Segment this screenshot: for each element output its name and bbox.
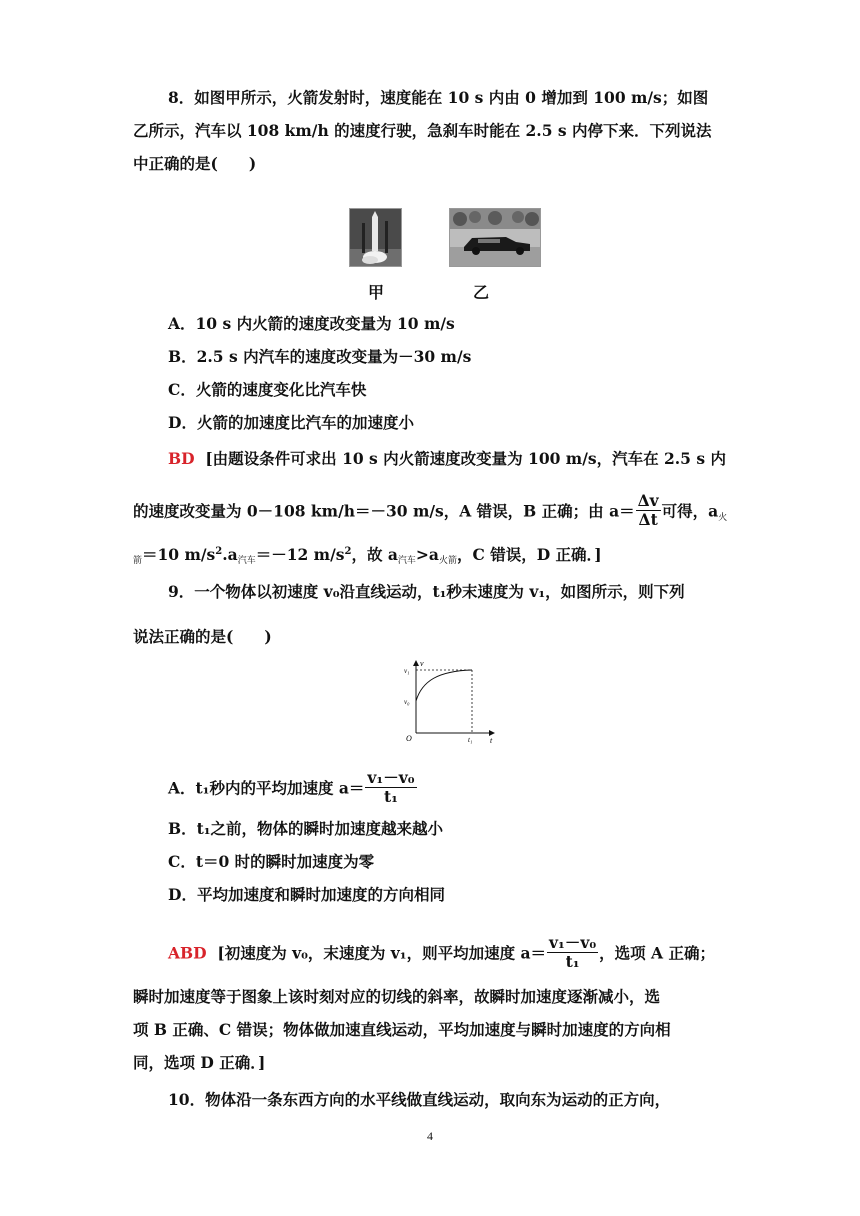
- q8-option-d: D．火箭的加速度比汽车的加速度小: [168, 413, 414, 432]
- q9-option-a: [168, 768, 768, 808]
- caption-yi: 乙: [473, 283, 490, 302]
- v1-label: v₁: [404, 667, 410, 675]
- q8-exp-text3e: >a: [415, 545, 439, 564]
- q8-exp-text3c: ＝－12 m/s: [255, 545, 345, 564]
- q9-explanation-line3: 项 B 正确、C 错误；物体做加速直线运动，平均加速度与瞬时加速度的方向相: [133, 1020, 671, 1039]
- q10-stem-line1: 10．物体沿一条东西方向的水平线做直线运动，取向东为运动的正方向，: [168, 1090, 671, 1109]
- delta-v-over-delta-t: [636, 492, 661, 529]
- q9-explanation-line2: 瞬时加速度等于图象上该时刻对应的切线的斜率，故瞬时加速度逐渐减小，选: [133, 987, 661, 1006]
- q8-explanation-line2: [133, 491, 733, 531]
- superscript: 2: [344, 546, 352, 557]
- q8-option-c: C．火箭的速度变化比汽车快: [168, 380, 367, 399]
- q8-stem-line2: 乙所示，汽车以 108 km/h 的速度行驶，急刹车时能在 2.5 s 内停下来．下列说法: [133, 121, 712, 140]
- car-photo: [449, 208, 541, 267]
- subscript: 汽车: [397, 556, 416, 566]
- subscript: 汽车: [237, 556, 256, 566]
- q8-exp-text2a: 的速度改变量为 0－108 km/h＝－30 m/s，A 错误，B 正确；由 a＝: [133, 501, 635, 521]
- q8-answer: BD: [168, 449, 195, 468]
- subscript: 火: [718, 512, 728, 523]
- q9-option-d: D．平均加速度和瞬时加速度的方向相同: [168, 885, 445, 904]
- q8-exp-text1: [由题设条件可求出 10 s 内火箭速度改变量为 100 m/s，汽车在 2.5 s 内: [205, 449, 726, 468]
- velocity-curve: [416, 670, 472, 701]
- v-axis-label: v: [420, 659, 424, 668]
- origin-label: O: [406, 734, 412, 743]
- q9-explanation-line4: 同，选项 D 正确．]: [133, 1053, 266, 1072]
- frac-numerator: v₁－v₀: [549, 933, 597, 952]
- q9-exp-text1b: ，选项 A 正确；: [599, 943, 715, 963]
- q8-stem-line1: 8．如图甲所示，火箭发射时，速度能在 10 s 内由 0 增加到 100 m/s；如图: [168, 88, 709, 107]
- q8-exp-text3b: .a: [222, 545, 238, 564]
- q9-stem-line1: 9．一个物体以初速度 v₀沿直线运动，t₁秒末速度为 v₁，如图所示，则下列: [168, 582, 685, 601]
- average-acceleration-fraction: [547, 934, 598, 971]
- v0-label: v₀: [404, 698, 410, 706]
- subscript: 箭: [133, 556, 143, 566]
- q8-explanation-line3: [133, 544, 733, 569]
- q9-stem-line2: 说法正确的是( ): [133, 627, 272, 646]
- subscript: 火箭: [438, 556, 457, 566]
- frac-denominator: Δt: [638, 510, 658, 529]
- velocity-time-graph: [398, 655, 503, 745]
- frac-denominator: t₁: [383, 787, 398, 806]
- rocket-photo: [349, 208, 402, 267]
- q8-exp-text3f: ，C 错误，D 正确．]: [456, 545, 602, 564]
- frac-numerator: Δv: [637, 491, 659, 510]
- frac-numerator: v₁－v₀: [367, 768, 415, 787]
- q8-explanation-line1: [168, 448, 768, 470]
- t-axis-label: t: [490, 736, 493, 745]
- q9-answer: ABD: [168, 943, 207, 963]
- average-acceleration-fraction: [365, 769, 416, 806]
- q8-exp-text3d: ，故 a: [351, 545, 398, 564]
- q9-option-a-text: A．t₁秒内的平均加速度 a＝: [168, 778, 365, 798]
- q8-option-a: A．10 s 内火箭的速度改变量为 10 m/s: [168, 314, 455, 333]
- q8-stem-line3: 中正确的是( ): [133, 154, 257, 173]
- q9-explanation-line1: [168, 933, 768, 973]
- q8-option-b: B．2.5 s 内汽车的速度改变量为－30 m/s: [168, 347, 472, 366]
- q8-exp-text3a: ＝10 m/s: [142, 545, 216, 564]
- superscript: 2: [215, 546, 223, 557]
- frac-denominator: t₁: [565, 952, 580, 971]
- t1-label: t₁: [468, 736, 473, 744]
- q9-option-c: C．t＝0 时的瞬时加速度为零: [168, 852, 375, 871]
- caption-jia: 甲: [368, 283, 385, 302]
- q8-exp-text2b: 可得，a: [661, 501, 719, 521]
- q9-option-b: B．t₁之前，物体的瞬时加速度越来越小: [168, 819, 444, 838]
- page-number: 4: [427, 1129, 433, 1143]
- q9-exp-text1a: [初速度为 v₀，末速度为 v₁，则平均加速度 a＝: [217, 943, 547, 963]
